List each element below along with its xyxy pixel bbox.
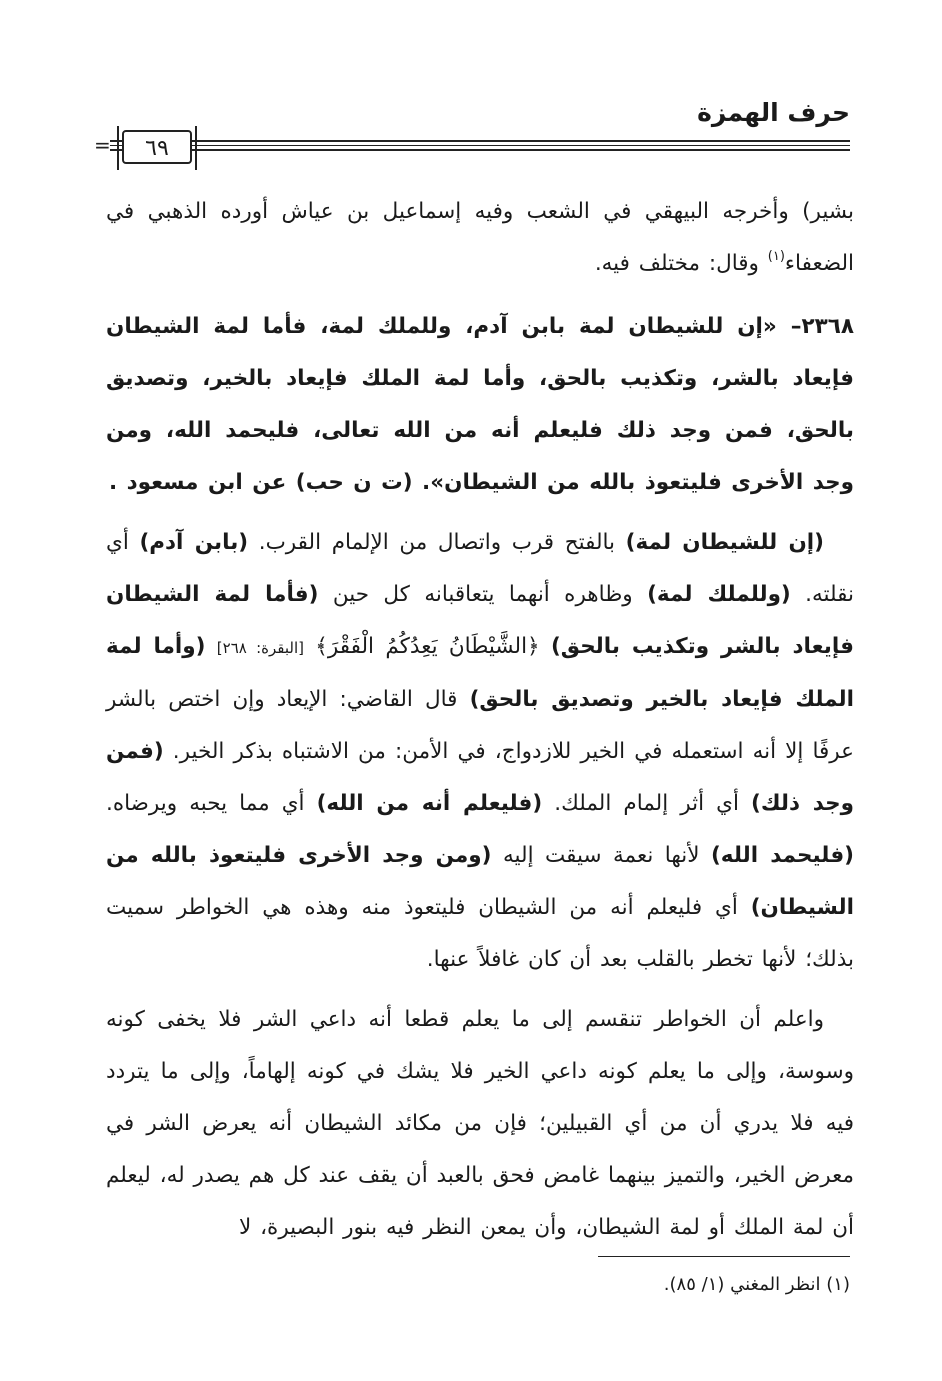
text-span: وظاهره أنهما يتعاقبانه كل حين: [318, 582, 648, 607]
bold-text-span: (فليحمد الله): [710, 843, 854, 868]
bold-text-span: (فمن وجد ذلك): [106, 739, 854, 816]
header-rule: [110, 140, 850, 152]
bold-text-span: ٢٣٦٨– «إن للشيطان لمة بابن آدم، وللملك لمة، فأما لمة الشيطان فإيعاد بالشر، وتكذيب بالحق، وأما لمة الملك فإيعاد بالخير، وتصديق بالحق، فمن وجد ذلك فليعلم أنه من الله تعالى، فليحمد الله، ومن وجد الأخرى فليتعوذ بالله من الشيطان». (ت ن حب) عن ابن مسعود .: [106, 314, 854, 495]
bold-text-span: (إن للشيطان لمة): [625, 530, 824, 555]
text-span: أي فليعلم أنه من الشيطان فليتعوذ منه وهذه هي الخواطر سميت بذلك؛ لأنها تخطر بالقلب بعد أن كان غافلاً عنها.: [106, 895, 854, 972]
text-span: بشير) وأخرجه البيهقي في الشعب وفيه إسماعيل بن عياش أورده الذهبي في الضعفاء: [106, 199, 854, 276]
bold-text-span: (وأما لمة الملك فإيعاد بالخير وتصديق بالحق): [106, 634, 854, 712]
bold-text-span: (وللملك لمة): [647, 582, 791, 607]
paragraph-continuation: [106, 186, 854, 293]
text-span: قال القاضي: الإيعاد وإن اختص بالشر عرفًا إلا أنه استعمله في الخير للازدواج، في الأمن: من الاشتباه بذكر الخير.: [106, 687, 854, 764]
text-span: [205, 634, 216, 659]
text-span: ﴿الشَّيْطَانُ يَعِدُكُمُ الْفَقْرَ﴾: [303, 634, 551, 659]
text-span: أي أثر إلمام الملك.: [542, 791, 752, 816]
quran-citation: [البقرة: ٢٦٨]: [216, 639, 304, 657]
text-span: أي نقلته.: [106, 530, 854, 607]
chapter-title: حرف الهمزة: [697, 98, 850, 127]
paragraph-hadith-2368: [106, 301, 854, 509]
footnote-marker: (١): [767, 249, 785, 264]
bold-text-span: (فأما لمة الشيطان فإيعاد بالشر وتكذيب بالحق): [106, 582, 854, 659]
paragraph-commentary-1: [106, 517, 854, 986]
footnote-separator: [598, 1256, 850, 1257]
text-span: أي مما يحبه ويرضاه.: [106, 791, 317, 816]
bold-text-span: (ومن وجد الأخرى فليتعوذ بالله من الشيطان): [106, 843, 854, 920]
text-span: وقال: مختلف فيه.: [594, 251, 768, 276]
bold-text-span: (فليعلم أنه من الله): [316, 791, 543, 816]
text-span: بالفتح قرب واتصال من الإلمام القرب.: [248, 530, 626, 555]
main-text: [106, 186, 854, 1254]
page-number: ٦٩: [122, 130, 192, 164]
text-span: واعلم أن الخواطر تنقسم إلى ما يعلم قطعا أنه داعي الشر فلا يخفى كونه وسوسة، وإلى ما يعلم كونه داعي الخير فلا يشك في كونه إلهاماً، وإلى ما يتردد فيه فلا يدري أن من أي القبيلين؛ فإن من مكائد الشيطان أنه يعرض الشر في معرض الخير، والتميز بينهما غامض فحق بالعبد أن يقف عند كل هم يصدر له، ليعلم أن لمة الملك أو لمة الشيطان، وأن يمعن النظر فيه بنور البصيرة، لا: [106, 1007, 854, 1240]
paragraph-commentary-2: [106, 994, 854, 1254]
text-span: لأنها نعمة سيقت إليه: [491, 843, 711, 868]
header-ornament: =: [94, 133, 111, 157]
bold-text-span: (بابن آدم): [139, 530, 249, 555]
footnote: (١) انظر المغني (١/ ٨٥).: [663, 1274, 850, 1295]
